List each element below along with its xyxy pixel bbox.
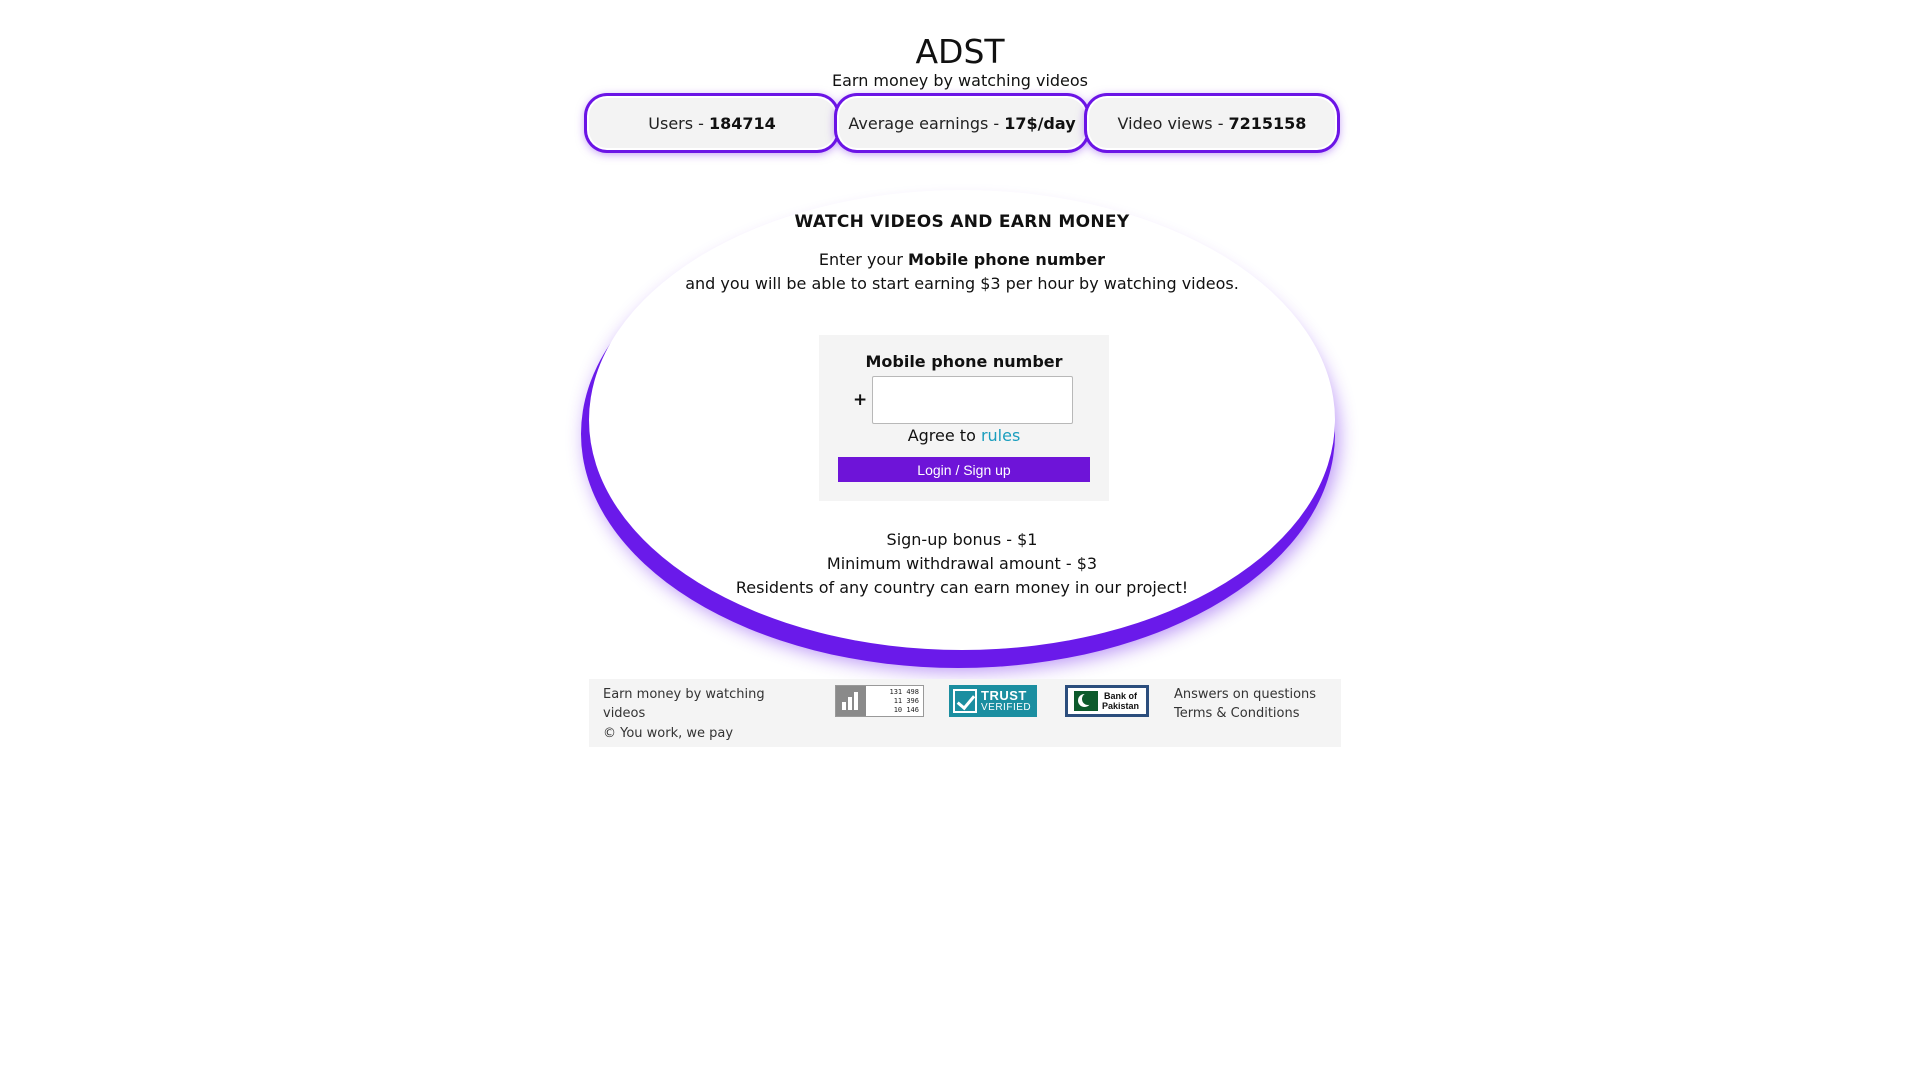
stat-views-value: 7215158: [1228, 113, 1307, 133]
stat-views-label: Video views -: [1117, 113, 1224, 133]
phone-input[interactable]: [872, 376, 1073, 424]
main-headline: WATCH VIDEOS AND EARN MONEY: [794, 212, 1130, 232]
stat-video-views: [1089, 98, 1335, 148]
intro-prefix: Enter your: [818, 250, 909, 269]
login-signup-button[interactable]: Login / Sign up: [838, 457, 1090, 482]
intro-bold: Mobile phone number: [908, 250, 1106, 269]
bank-of-pakistan-badge[interactable]: [1065, 685, 1149, 717]
terms-link[interactable]: Terms & Conditions: [1174, 706, 1300, 721]
phone-label: Mobile phone number: [865, 352, 1063, 371]
stat-users: [589, 98, 835, 148]
rules-link[interactable]: rules: [980, 426, 1021, 445]
site-header: [0, 34, 1920, 91]
intro-line2: and you will be able to start earning $3 per hour by watching videos.: [685, 274, 1239, 293]
faq-link[interactable]: Answers on questions: [1174, 687, 1317, 702]
footer-about: [603, 685, 783, 743]
stat-earnings-label: Average earnings -: [848, 113, 1000, 133]
stat-average-earnings: [839, 98, 1085, 148]
counter-line-2: 11 396: [893, 697, 919, 705]
stat-earnings-value: 17$/day: [1004, 113, 1076, 133]
signup-form: [819, 335, 1109, 501]
agree-text: Agree to: [907, 426, 981, 445]
stats-bar: [589, 98, 1335, 150]
trust-badge-line2: VERIFIED: [981, 702, 1032, 713]
site-tagline: Earn money by watching videos: [831, 71, 1089, 90]
bonus-line-residents: Residents of any country can earn money in our project!: [735, 578, 1189, 597]
site-title: ADST: [915, 32, 1005, 71]
visitor-counter-badge[interactable]: [835, 685, 924, 717]
footer-tagline: Earn money by watching videos: [603, 687, 765, 721]
counter-line-3: 10 146: [893, 706, 919, 714]
trust-badge-text: [981, 689, 1031, 713]
footer-links: [1174, 685, 1316, 723]
counter-numbers: [866, 686, 923, 716]
bank-badge-line1: Bank of: [1104, 691, 1138, 701]
stat-users-label: Users -: [648, 113, 704, 133]
bar-chart-icon: [836, 686, 866, 716]
pakistan-flag-icon: [1074, 691, 1098, 711]
footer-copyright: © You work, we pay: [603, 726, 734, 741]
trust-verified-badge[interactable]: [949, 685, 1037, 717]
bank-badge-text: [1102, 691, 1139, 711]
checkmark-icon: [953, 689, 977, 713]
main-content: [589, 210, 1335, 296]
footer: [589, 679, 1341, 747]
counter-line-1: 131 498: [889, 688, 919, 696]
bonus-line-withdrawal: Minimum withdrawal amount - $3: [826, 554, 1098, 573]
intro-text: [589, 248, 1335, 296]
agree-rules: [819, 425, 1109, 447]
phone-prefix: +: [853, 390, 868, 410]
stat-users-value: 184714: [708, 113, 776, 133]
trust-badge-line1: TRUST: [981, 688, 1027, 703]
bonus-line-signup: Sign-up bonus - $1: [886, 530, 1038, 549]
bank-badge-line2: Pakistan: [1102, 701, 1140, 711]
bonus-info: [589, 528, 1335, 600]
